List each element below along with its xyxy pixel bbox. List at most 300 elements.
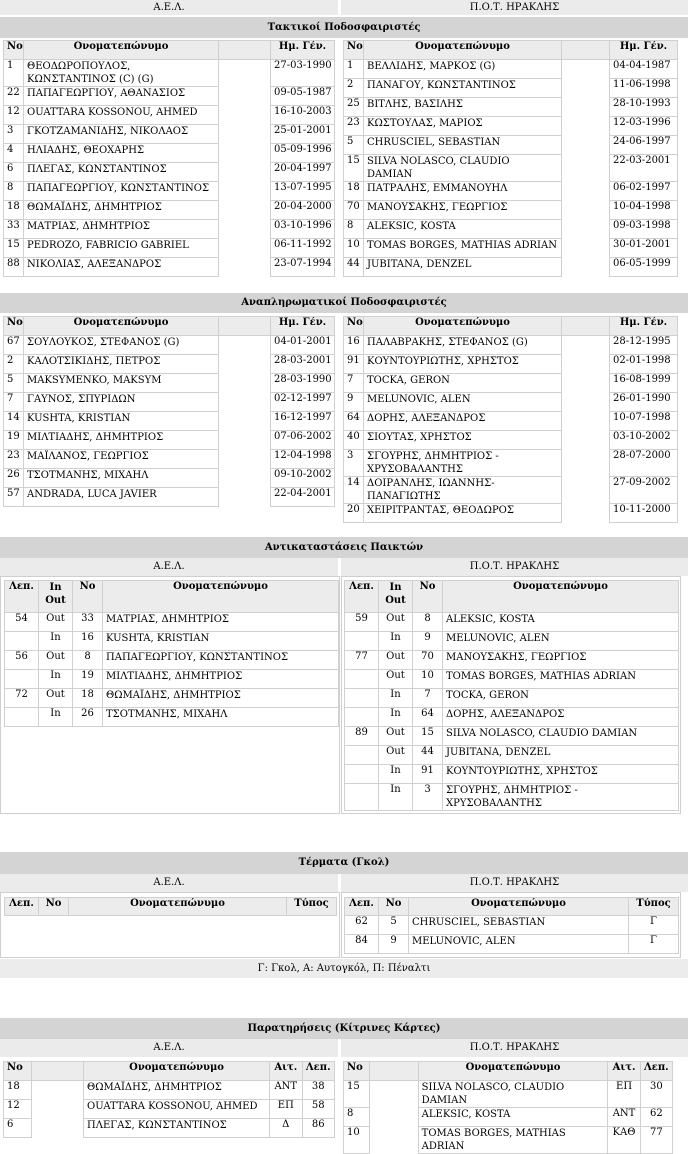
col-min: Λεπ. bbox=[345, 898, 379, 916]
cell-name: MELUNOVIC, ALEN bbox=[443, 632, 679, 651]
cell-name: TOMAS BORGES, MATHIAS ADRIAN bbox=[364, 239, 562, 258]
cell-name: ΠΑΠΑΓΕΩΡΓΙΟΥ, ΚΩΝΣΤΑΝΤΙΝΟΣ bbox=[24, 182, 219, 201]
cell-name: KUSHTA, KRISTIAN bbox=[24, 412, 219, 431]
table-row bbox=[4, 1100, 335, 1119]
cell-dob: 22-03-2001 bbox=[610, 155, 678, 182]
cell-no: 12 bbox=[4, 1100, 32, 1119]
changes-home-team: Α.Ε.Λ. bbox=[0, 558, 338, 576]
cell-dob: 10-11-2000 bbox=[610, 504, 678, 523]
cell-no: 4 bbox=[4, 144, 24, 163]
cell-name: ΜΑΝΟΥΣΑΚΗΣ, ΓΕΩΡΓΙΟΣ bbox=[443, 651, 679, 670]
cell-dob: 06-02-1997 bbox=[610, 182, 678, 201]
table-row bbox=[4, 60, 335, 87]
cell-no: 64 bbox=[344, 412, 364, 431]
col-name: Ονοματεπώνυμο bbox=[84, 1062, 270, 1081]
cell-no: 9 bbox=[413, 632, 443, 651]
cell-name: ALEKSIC, KOSTA bbox=[364, 220, 562, 239]
spacer-cell bbox=[219, 106, 271, 125]
cell-name: ΘΕΟΔΩΡΟΠΟΥΛΟΣ, ΚΩΝΣΤΑΝΤΙΝΟΣ (C) (G) bbox=[24, 60, 219, 87]
cell-name: CHRUSCIEL, SEBASTIAN bbox=[409, 916, 629, 935]
table-row bbox=[4, 412, 335, 431]
col-name: Ονοματεπώνυμο bbox=[418, 1062, 608, 1081]
cell-name: TOCKA, GERON bbox=[443, 689, 679, 708]
cell-name: SILVA NOLASCO, CLAUDIO DAMIAN bbox=[443, 727, 679, 746]
col-no: Νο bbox=[73, 581, 103, 613]
cell-dob: 10-04-1998 bbox=[610, 201, 678, 220]
table-row bbox=[4, 163, 335, 182]
cell-min bbox=[345, 784, 379, 811]
table-row bbox=[4, 469, 335, 488]
cell-dob: 16-12-1997 bbox=[271, 412, 335, 431]
cell-dob: 20-04-1997 bbox=[271, 163, 335, 182]
cell-no: 15 bbox=[344, 155, 364, 182]
cell-name: TOCKA, GERON bbox=[364, 374, 562, 393]
table-row bbox=[344, 60, 678, 79]
cell-dob: 09-03-1998 bbox=[610, 220, 678, 239]
cell-dob: 03-10-1996 bbox=[271, 220, 335, 239]
table-row bbox=[345, 746, 679, 765]
table-row bbox=[345, 935, 679, 954]
col-name: Ονοματεπώνυμο bbox=[364, 41, 562, 60]
cell-no: 33 bbox=[73, 613, 103, 632]
col-no: Νο bbox=[344, 317, 364, 336]
cell-no: 5 bbox=[379, 916, 409, 935]
spacer-cell bbox=[562, 201, 610, 220]
table-row bbox=[344, 117, 678, 136]
table-row bbox=[344, 239, 678, 258]
spacer-cell bbox=[32, 1081, 84, 1100]
cell-name: OUATTARA KOSSONOU, AHMED bbox=[84, 1100, 270, 1119]
cell-io: Out bbox=[379, 651, 413, 670]
cell-name: ΒΙΤΛΗΣ, ΒΑΣΙΛΗΣ bbox=[364, 98, 562, 117]
spacer-cell bbox=[562, 336, 610, 355]
cell-no: 18 bbox=[344, 182, 364, 201]
cell-no: 26 bbox=[73, 708, 103, 727]
starters-home-table bbox=[3, 40, 335, 277]
cell-dob: 04-01-2001 bbox=[271, 336, 335, 355]
changes-away-table bbox=[344, 580, 679, 811]
cell-min: 54 bbox=[5, 613, 39, 632]
goals-away-table bbox=[344, 897, 679, 954]
spacer-cell bbox=[32, 1100, 84, 1119]
cell-dob: 16-10-2003 bbox=[271, 106, 335, 125]
cards-title: Παρατηρήσεις (Κίτρινες Κάρτες) bbox=[0, 1018, 688, 1039]
col-name: Ονοματεπώνυμο bbox=[24, 317, 219, 336]
cell-name: SILVA NOLASCO, CLAUDIO DAMIAN bbox=[364, 155, 562, 182]
col-min: Λεπ. bbox=[345, 581, 379, 613]
spacer-cell bbox=[562, 79, 610, 98]
cell-io: In bbox=[39, 632, 73, 651]
away-team-header: Π.Ο.Τ. ΗΡΑΚΛΗΣ bbox=[341, 0, 688, 15]
col-reason: Αιτ. bbox=[270, 1062, 302, 1081]
cell-dob: 11-06-1998 bbox=[610, 79, 678, 98]
changes-title: Αντικαταστάσεις Παικτών bbox=[0, 537, 688, 558]
cell-name: TOMAS BORGES, MATHIAS ADRIAN bbox=[418, 1127, 608, 1154]
cell-min bbox=[5, 632, 39, 651]
table-row bbox=[344, 258, 678, 277]
spacer-cell bbox=[32, 1119, 84, 1138]
cell-min: 62 bbox=[640, 1108, 672, 1127]
cell-dob: 02-12-1997 bbox=[271, 393, 335, 412]
cell-io: In bbox=[39, 670, 73, 689]
table-row bbox=[4, 336, 335, 355]
spacer-cell bbox=[562, 355, 610, 374]
cell-reason: ΚΑΘ bbox=[608, 1127, 640, 1154]
cell-dob: 13-07-1995 bbox=[271, 182, 335, 201]
cell-io: Out bbox=[39, 689, 73, 708]
cell-no: 33 bbox=[4, 220, 24, 239]
cell-io: Out bbox=[379, 670, 413, 689]
spacer-cell bbox=[219, 144, 271, 163]
cell-io: Out bbox=[39, 613, 73, 632]
cell-io: In bbox=[379, 708, 413, 727]
cell-no: 23 bbox=[344, 117, 364, 136]
col-spacer bbox=[562, 317, 610, 336]
cell-io: In bbox=[379, 765, 413, 784]
cell-io: In bbox=[39, 708, 73, 727]
table-row bbox=[5, 613, 339, 632]
table-row bbox=[4, 106, 335, 125]
col-inout: In Out bbox=[39, 581, 73, 613]
goals-home-team: Α.Ε.Λ. bbox=[0, 874, 338, 892]
table-row bbox=[4, 488, 335, 507]
spacer-cell bbox=[219, 355, 271, 374]
cell-name: ΣΟΥΛΟΥΚΟΣ, ΣΤΕΦΑΝΟΣ (G) bbox=[24, 336, 219, 355]
table-row bbox=[5, 651, 339, 670]
cell-reason: ΑΝΤ bbox=[270, 1081, 302, 1100]
cell-dob: 28-03-1990 bbox=[271, 374, 335, 393]
cell-no: 19 bbox=[4, 431, 24, 450]
cell-no: 6 bbox=[4, 1119, 32, 1138]
spacer-cell bbox=[370, 1127, 418, 1154]
table-row bbox=[345, 632, 679, 651]
cell-dob: 23-07-1994 bbox=[271, 258, 335, 277]
col-spacer bbox=[219, 41, 271, 60]
cell-no: 91 bbox=[413, 765, 443, 784]
cell-min: 58 bbox=[302, 1100, 335, 1119]
col-no: Νο bbox=[39, 898, 69, 916]
cell-name: CHRUSCIEL, SEBASTIAN bbox=[364, 136, 562, 155]
spacer-cell bbox=[219, 125, 271, 144]
cards-home-team: Α.Ε.Λ. bbox=[0, 1039, 338, 1057]
table-row bbox=[345, 708, 679, 727]
cell-no: 7 bbox=[413, 689, 443, 708]
cell-name: ΣΙΟΥΤΑΣ, ΧΡΗΣΤΟΣ bbox=[364, 431, 562, 450]
table-row bbox=[4, 258, 335, 277]
table-row bbox=[345, 670, 679, 689]
cell-name: ΓΚΟΤΖΑΜΑΝΙΔΗΣ, ΝΙΚΟΛΑΟΣ bbox=[24, 125, 219, 144]
table-row bbox=[4, 201, 335, 220]
col-spacer bbox=[32, 1062, 84, 1081]
cell-reason: ΑΝΤ bbox=[608, 1108, 640, 1127]
cell-name: ΠΛΕΓΑΣ, ΚΩΝΣΤΑΝΤΙΝΟΣ bbox=[24, 163, 219, 182]
cell-dob: 27-09-2002 bbox=[610, 477, 678, 504]
table-row bbox=[344, 450, 678, 477]
table-row bbox=[344, 155, 678, 182]
spacer-cell bbox=[219, 239, 271, 258]
cell-min bbox=[345, 670, 379, 689]
changes-home-table bbox=[4, 580, 339, 727]
cell-no: 14 bbox=[4, 412, 24, 431]
cell-no: 2 bbox=[4, 355, 24, 374]
table-row bbox=[4, 1119, 335, 1138]
cell-no: 64 bbox=[413, 708, 443, 727]
cell-reason: Δ bbox=[270, 1119, 302, 1138]
table-row bbox=[344, 504, 678, 523]
cell-name: ΚΟΥΝΤΟΥΡΙΩΤΗΣ, ΧΡΗΣΤΟΣ bbox=[443, 765, 679, 784]
spacer-cell bbox=[562, 431, 610, 450]
cell-min bbox=[345, 689, 379, 708]
cell-no: 10 bbox=[413, 670, 443, 689]
cell-name: ΠΛΕΓΑΣ, ΚΩΝΣΤΑΝΤΙΝΟΣ bbox=[84, 1119, 270, 1138]
cell-no: 5 bbox=[4, 374, 24, 393]
spacer-cell bbox=[219, 220, 271, 239]
table-row bbox=[344, 374, 678, 393]
cell-name: ΣΓΟΥΡΗΣ, ΔΗΜΗΤΡΙΟΣ - ΧΡΥΣΟΒΑΛΑΝΤΗΣ bbox=[364, 450, 562, 477]
cell-name: PEDROZO, FABRICIO GABRIEL bbox=[24, 239, 219, 258]
cell-no: 1 bbox=[344, 60, 364, 79]
cell-no: 3 bbox=[413, 784, 443, 811]
spacer-cell bbox=[562, 117, 610, 136]
cell-min bbox=[5, 670, 39, 689]
cell-name: ALEKSIC, KOSTA bbox=[443, 613, 679, 632]
cell-dob: 03-10-2002 bbox=[610, 431, 678, 450]
spacer-cell bbox=[219, 374, 271, 393]
table-row bbox=[5, 632, 339, 651]
cell-no: 14 bbox=[344, 477, 364, 504]
cell-io: In bbox=[379, 784, 413, 811]
cell-name: MAKSYMENKO, MAKSYM bbox=[24, 374, 219, 393]
spacer-cell bbox=[219, 60, 271, 87]
goals-home-table bbox=[4, 897, 337, 916]
col-dob: Ημ. Γέν. bbox=[271, 317, 335, 336]
table-row bbox=[344, 220, 678, 239]
table-row bbox=[345, 916, 679, 935]
col-no: Νο bbox=[4, 41, 24, 60]
col-name: Ονοματεπώνυμο bbox=[69, 898, 287, 916]
cell-dob: 02-01-1998 bbox=[610, 355, 678, 374]
table-row bbox=[345, 784, 679, 811]
cell-no: 8 bbox=[73, 651, 103, 670]
goals-title: Τέρματα (Γκολ) bbox=[0, 852, 688, 874]
col-spacer bbox=[219, 317, 271, 336]
spacer-cell bbox=[562, 220, 610, 239]
cell-dob: 27-03-1990 bbox=[271, 60, 335, 87]
cell-dob: 22-04-2001 bbox=[271, 488, 335, 507]
cell-no: 3 bbox=[344, 450, 364, 477]
spacer-cell bbox=[562, 477, 610, 504]
table-row bbox=[4, 431, 335, 450]
col-no: Νο bbox=[344, 41, 364, 60]
table-row bbox=[344, 1127, 673, 1154]
cards-home-table bbox=[3, 1061, 335, 1138]
table-row bbox=[344, 1108, 673, 1127]
table-row bbox=[344, 477, 678, 504]
cell-io: In bbox=[379, 632, 413, 651]
cell-min: 77 bbox=[345, 651, 379, 670]
table-row bbox=[344, 98, 678, 117]
cell-no: 88 bbox=[4, 258, 24, 277]
table-row bbox=[344, 1081, 673, 1108]
col-name: Ονοματεπώνυμο bbox=[443, 581, 679, 613]
cell-no: 5 bbox=[344, 136, 364, 155]
cell-name: JUBITANA, DENZEL bbox=[364, 258, 562, 277]
cell-name: ΔΟΡΗΣ, ΑΛΕΞΑΝΔΡΟΣ bbox=[364, 412, 562, 431]
col-dob: Ημ. Γέν. bbox=[610, 317, 678, 336]
cell-no: 67 bbox=[4, 336, 24, 355]
cell-no: 22 bbox=[4, 87, 24, 106]
spacer-cell bbox=[219, 469, 271, 488]
cell-dob: 06-05-1999 bbox=[610, 258, 678, 277]
cell-dob: 20-04-2000 bbox=[271, 201, 335, 220]
cell-dob: 30-01-2001 bbox=[610, 239, 678, 258]
cell-dob: 26-01-1990 bbox=[610, 393, 678, 412]
col-type: Τύπος bbox=[287, 898, 337, 916]
cell-no: 15 bbox=[413, 727, 443, 746]
cell-name: ΘΩΜΑΪΔΗΣ, ΔΗΜΗΤΡΙΟΣ bbox=[84, 1081, 270, 1100]
cell-name: ΠΑΛΑΒΡΑΚΗΣ, ΣΤΕΦΑΝΟΣ (G) bbox=[364, 336, 562, 355]
cell-name: MELUNOVIC, ALEN bbox=[409, 935, 629, 954]
spacer-cell bbox=[562, 393, 610, 412]
cell-dob: 24-06-1997 bbox=[610, 136, 678, 155]
cell-no: 8 bbox=[413, 613, 443, 632]
cell-name: ΘΩΜΑΪΔΗΣ, ΔΗΜΗΤΡΙΟΣ bbox=[24, 201, 219, 220]
spacer-cell bbox=[219, 488, 271, 507]
table-row bbox=[345, 727, 679, 746]
cell-no: 9 bbox=[344, 393, 364, 412]
spacer-cell bbox=[562, 60, 610, 79]
table-row bbox=[4, 239, 335, 258]
cell-dob: 28-03-2001 bbox=[271, 355, 335, 374]
cell-no: 91 bbox=[344, 355, 364, 374]
cell-no: 16 bbox=[73, 632, 103, 651]
cell-name: ΤΣΟΤΜΑΝΗΣ, ΜΙΧΑΗΛ bbox=[24, 469, 219, 488]
table-row bbox=[344, 412, 678, 431]
cell-dob: 09-10-2002 bbox=[271, 469, 335, 488]
col-reason: Αιτ. bbox=[608, 1062, 640, 1081]
cell-no: 19 bbox=[73, 670, 103, 689]
cell-min: 72 bbox=[5, 689, 39, 708]
table-row bbox=[4, 125, 335, 144]
cell-dob: 04-04-1987 bbox=[610, 60, 678, 79]
table-row bbox=[4, 182, 335, 201]
cell-dob: 06-11-1992 bbox=[271, 239, 335, 258]
col-min: Λεπ. bbox=[640, 1062, 672, 1081]
cell-min: 38 bbox=[302, 1081, 335, 1100]
col-min: Λεπ. bbox=[5, 581, 39, 613]
cell-name: ΠΑΠΑΓΕΩΡΓΙΟΥ, ΑΘΑΝΑΣΙΟΣ bbox=[24, 87, 219, 106]
cell-no: 2 bbox=[344, 79, 364, 98]
cell-no: 10 bbox=[344, 239, 364, 258]
spacer-cell bbox=[219, 450, 271, 469]
cell-name: ΚΟΥΝΤΟΥΡΙΩΤΗΣ, ΧΡΗΣΤΟΣ bbox=[364, 355, 562, 374]
cell-name: ALEKSIC, KOSTA bbox=[418, 1108, 608, 1127]
col-name: Ονοματεπώνυμο bbox=[24, 41, 219, 60]
table-row bbox=[344, 201, 678, 220]
cell-no: 15 bbox=[344, 1081, 370, 1108]
cell-name: SILVA NOLASCO, CLAUDIO DAMIAN bbox=[418, 1081, 608, 1108]
cell-min bbox=[345, 708, 379, 727]
cell-io: Out bbox=[379, 727, 413, 746]
cell-name: ΓΑΥΝΟΣ, ΣΠΥΡΙΔΩΝ bbox=[24, 393, 219, 412]
spacer-cell bbox=[562, 450, 610, 477]
cell-name: ANDRADA, LUCA JAVIER bbox=[24, 488, 219, 507]
cell-name: ΔΟΙΡΑΝΛΗΣ, ΙΩΑΝΝΗΣ-ΠΑΝΑΓΙΩΤΗΣ bbox=[364, 477, 562, 504]
cell-name: ΜΑΝΟΥΣΑΚΗΣ, ΓΕΩΡΓΙΟΣ bbox=[364, 201, 562, 220]
cell-min: 56 bbox=[5, 651, 39, 670]
col-no: Νο bbox=[379, 898, 409, 916]
cell-name: ΠΑΤΡΑΛΗΣ, ΕΜΜΑΝΟΥΗΛ bbox=[364, 182, 562, 201]
table-row bbox=[4, 355, 335, 374]
spacer-cell bbox=[219, 336, 271, 355]
col-no: Νο bbox=[344, 1062, 370, 1081]
cell-name: ΜΙΛΤΙΑΔΗΣ, ΔΗΜΗΤΡΙΟΣ bbox=[24, 431, 219, 450]
cell-min: 59 bbox=[345, 613, 379, 632]
table-row bbox=[4, 144, 335, 163]
cell-name: TOMAS BORGES, MATHIAS ADRIAN bbox=[443, 670, 679, 689]
cell-no: 25 bbox=[344, 98, 364, 117]
cell-name: ΤΣΟΤΜΑΝΗΣ, ΜΙΧΑΗΛ bbox=[103, 708, 339, 727]
spacer-cell bbox=[562, 98, 610, 117]
spacer-cell bbox=[370, 1108, 418, 1127]
cell-min: 77 bbox=[640, 1127, 672, 1154]
goals-legend: Γ: Γκολ, Α: Αυτογκόλ, Π: Πέναλτι bbox=[0, 959, 688, 978]
table-row bbox=[345, 613, 679, 632]
table-row bbox=[344, 355, 678, 374]
col-no: Νο bbox=[4, 317, 24, 336]
spacer-cell bbox=[219, 258, 271, 277]
cell-no: 18 bbox=[73, 689, 103, 708]
table-row bbox=[4, 393, 335, 412]
spacer-cell bbox=[562, 374, 610, 393]
cell-dob: 28-10-1993 bbox=[610, 98, 678, 117]
spacer-cell bbox=[219, 163, 271, 182]
cell-name: OUATTARA KOSSONOU, AHMED bbox=[24, 106, 219, 125]
spacer-cell bbox=[370, 1081, 418, 1108]
table-row bbox=[5, 689, 339, 708]
table-row bbox=[4, 374, 335, 393]
table-row bbox=[4, 87, 335, 106]
cell-no: 8 bbox=[344, 220, 364, 239]
table-row bbox=[344, 79, 678, 98]
cell-no: 57 bbox=[4, 488, 24, 507]
cell-min bbox=[345, 632, 379, 651]
cell-dob: 16-08-1999 bbox=[610, 374, 678, 393]
table-row bbox=[4, 1081, 335, 1100]
cell-name: ΚΑΛΟΤΣΙΚΙΔΗΣ, ΠΕΤΡΟΣ bbox=[24, 355, 219, 374]
cell-dob: 12-03-1996 bbox=[610, 117, 678, 136]
col-name: Ονοματεπώνυμο bbox=[103, 581, 339, 613]
spacer-cell bbox=[219, 431, 271, 450]
cell-no: 9 bbox=[379, 935, 409, 954]
spacer-cell bbox=[562, 412, 610, 431]
cell-min: 62 bbox=[345, 916, 379, 935]
table-row bbox=[5, 708, 339, 727]
cell-min: 30 bbox=[640, 1081, 672, 1108]
cell-no: 44 bbox=[344, 258, 364, 277]
cell-min: 84 bbox=[345, 935, 379, 954]
cell-min bbox=[5, 708, 39, 727]
cell-no: 10 bbox=[344, 1127, 370, 1154]
cell-dob: 25-01-2001 bbox=[271, 125, 335, 144]
cell-name: ΜΑΤΡΙΑΣ, ΔΗΜΗΤΡΙΟΣ bbox=[24, 220, 219, 239]
cell-reason: ΕΠ bbox=[608, 1081, 640, 1108]
cell-min: 89 bbox=[345, 727, 379, 746]
cell-no: 12 bbox=[4, 106, 24, 125]
spacer-cell bbox=[562, 136, 610, 155]
col-dob: Ημ. Γέν. bbox=[271, 41, 335, 60]
col-no: Νο bbox=[4, 1062, 32, 1081]
